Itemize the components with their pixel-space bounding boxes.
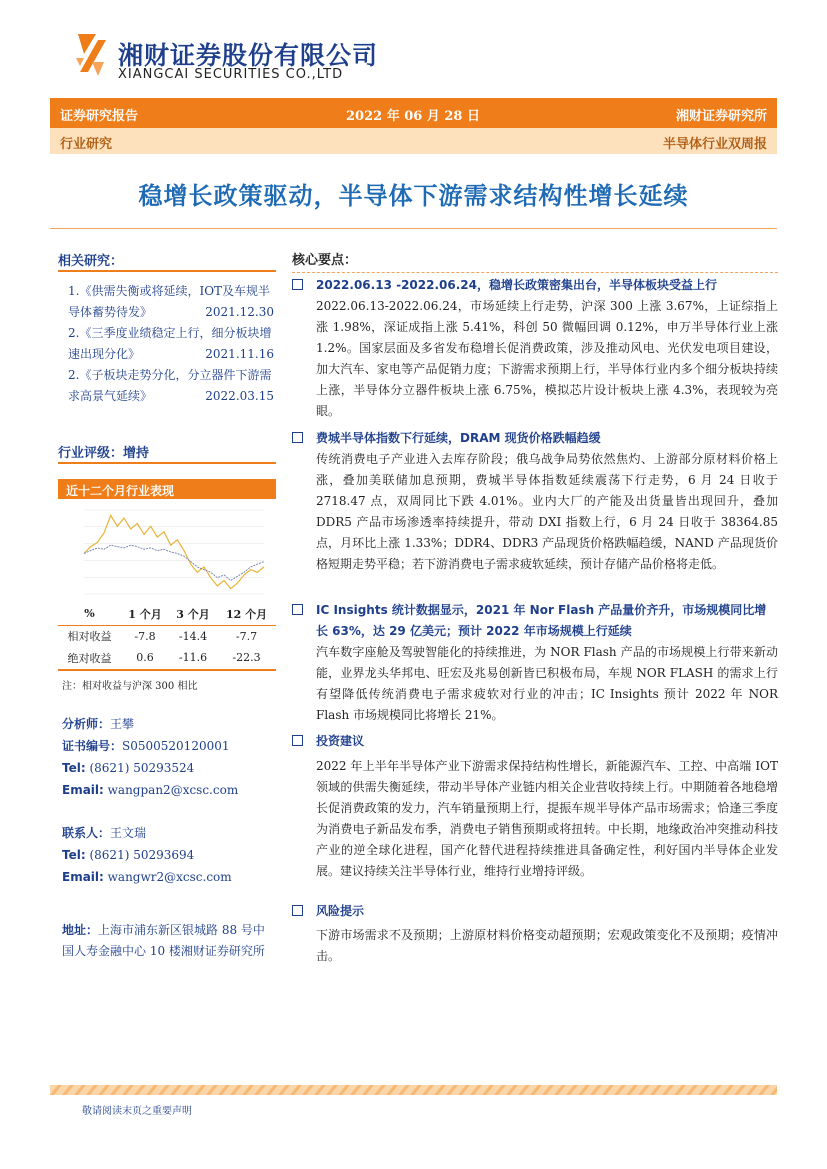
rating-divider	[58, 462, 276, 464]
address-label: 地址：	[62, 923, 99, 937]
checkbox-icon	[292, 604, 303, 615]
report-series: 半导体行业双周报	[662, 137, 767, 152]
table-cell: -7.8	[134, 629, 156, 643]
contact-tel-line: Tel: (8621) 50293694	[62, 848, 195, 862]
contact-email[interactable]: wangwr2@xcsc.com	[107, 870, 232, 884]
analyst-tel-line: Tel: (8621) 50293524	[62, 761, 195, 775]
company-name-cn: 湘财证券股份有限公司	[118, 41, 379, 70]
title-divider	[50, 228, 777, 229]
institute-name: 湘财证券研究所	[675, 109, 767, 124]
rating-value: 增持	[123, 446, 150, 461]
section-heading-risk: 风险提示	[292, 901, 778, 922]
list-item[interactable]	[68, 365, 274, 407]
report-category: 行业研究	[60, 137, 113, 152]
related-title: 2.《子板块走势分化，分立器件下游需求高景气延续》	[68, 368, 272, 403]
contact-name: 王文瑞	[110, 826, 147, 840]
contact-block	[62, 822, 232, 888]
contact-line: 联系人：王文瑞	[62, 826, 147, 840]
table-row	[58, 647, 276, 669]
footer-stripe	[50, 1085, 777, 1095]
rating-label: 行业评级：	[58, 446, 124, 461]
contact-tel: (8621) 50293694	[89, 848, 195, 862]
cert-line: 证书编号：S0500520120001	[62, 739, 230, 753]
page-title: 稳增长政策驱动，半导体下游需求结构性增长延续	[138, 182, 689, 210]
checkbox-icon	[292, 279, 303, 290]
table-header: 1 个月	[121, 603, 169, 625]
related-date: 2022.03.15	[205, 389, 274, 403]
table-cell: -14.4	[178, 629, 208, 643]
section-body-investment: 2022 年上半年半导体产业下游需求保持结构性增长，新能源汽车、工控、中高端 IOT 领域的供需失衡延续，带动半导体产业链内相关企业营收持续上行。中期随着各地稳增长促消费政策的发力，汽车销量预期上行，提振车规半导体产品市场需求；恰逢三季度为消费电子新品发布季，消费电子销售预期或将扭转。中长期，地缘政治冲突推动科技产业的逆全球化进程，国产化替代进程持续推进具备确定性，利好国内半导体企业发展。建议持续关注半导体行业，维持行业增持评级。	[316, 759, 778, 878]
core-divider	[292, 272, 778, 273]
section-heading-sox: 费城半导体指数下行延续，DRAM 现货价格跌幅趋缓	[292, 428, 778, 449]
header-bar	[50, 98, 777, 128]
section-body-sox: 传统消费电子产业进入去库存阶段；俄乌战争局势依然焦灼、上游部分原材料价格上涨，叠加美联储加息预期，费城半导体指数延续震荡下行走势，6 月 24 日收于 2718.47 点，双周同比下跌 4.01%。业内大厂的产能及出货量皆出现回升，叠加 DDR5 产品市场渗透率持续提升，带动 DXI 指数上行，6 月 24 日收于 38364.85 点，月环比上涨 1.33%；DDR4、DDR3 产品现货价格跌幅趋缓，NAND 产品现货价格短期走势平稳；若下游消费电子需求疲软延续，预计存储产品价格将走低。	[316, 452, 778, 571]
section-body-risk: 下游市场需求不及预期；上游原材料价格变动超预期；宏观政策变化不及预期；疫情冲击。	[316, 928, 778, 963]
performance-table	[58, 603, 276, 670]
analyst-email-line: Email: wangpan2@xcsc.com	[62, 783, 239, 797]
section-heading-investment: 投资建议	[292, 731, 778, 752]
related-divider	[58, 270, 276, 272]
checkbox-icon	[292, 735, 303, 746]
table-header: 12 个月	[217, 603, 276, 625]
table-cell: 0.6	[136, 651, 154, 665]
industry-rating	[58, 442, 149, 461]
analyst-line: 分析师：王攀	[62, 717, 135, 731]
report-type: 证券研究报告	[60, 109, 139, 124]
table-cell: 相对收益	[67, 630, 112, 644]
performance-chart	[58, 502, 276, 602]
performance-note: 注：相对收益与沪深 300 相比	[62, 681, 198, 692]
section-heading-norflash: IC Insights 统计数据显示，2021 年 Nor Flash 产品量价齐升，市场规模同比增长 63%，达 29 亿美元；预计 2022 年市场规模上行延续	[292, 600, 778, 642]
analyst-email[interactable]: wangpan2@xcsc.com	[107, 783, 239, 797]
table-cell: -22.3	[232, 651, 261, 665]
checkbox-icon	[292, 905, 303, 916]
table-divider	[58, 670, 276, 671]
table-cell: 绝对收益	[67, 651, 112, 665]
table-header: %	[58, 603, 121, 625]
table-cell: -7.7	[235, 629, 258, 643]
core-points-heading: 核心要点：	[292, 253, 358, 268]
related-title: 1.《供需失衡或将延续，IOT及车规半导体蓄势待发》	[68, 284, 271, 319]
related-research-heading: 相关研究：	[58, 254, 124, 269]
analyst-name: 王攀	[110, 717, 135, 731]
analyst-tel: (8621) 50293524	[89, 761, 195, 775]
list-item[interactable]	[68, 281, 274, 323]
company-name-en: XIANGCAI SECURITIES CO.,LTD	[118, 67, 344, 82]
table-row	[58, 625, 276, 647]
table-header: 3 个月	[169, 603, 217, 625]
address-text: 上海市浦东新区银城路 88 号中国人寿金融中心 10 楼湘财证券研究所	[62, 923, 265, 958]
performance-heading: 近十二个月行业表现	[58, 479, 276, 499]
chart-series-line	[84, 515, 264, 588]
contact-email-line: Email: wangwr2@xcsc.com	[62, 870, 232, 884]
list-item[interactable]	[68, 323, 274, 365]
related-date: 2021.11.16	[205, 347, 274, 361]
section-body-market: 2022.06.13-2022.06.24，市场延续上行走势，沪深 300 上涨 3.67%，上证综指上涨 1.98%，深证成指上涨 5.41%，科创 50 微幅回调 0.12%，申万半导体行业上涨 1.2%。国家层面及多省发布稳增长促消费政策，涉及推动风电、光伏发电项目建设，加大汽车、家电等产品促销力度；下游需求预期上行，半导体行业内多个细分板块持续上涨，半导体分立器件板块上涨 6.75%，模拟芯片设计板块上涨 4.3%，表现较为亮眼。	[316, 299, 778, 418]
report-date: 2022 年 06 月 28 日	[346, 109, 480, 124]
section-body-norflash: 汽车数字座舱及驾驶智能化的持续推进，为 NOR Flash 产品的市场规模上行带来新动能，业界龙头华邦电、旺宏及兆易创新皆已积极布局，车规 NOR FLASH 的需求上行有望降低传统消费电子需求疲软对行业的冲击；IC Insights 预计 2022 年 NOR Flash 市场规模同比将增长 21%。	[316, 645, 778, 722]
analyst-block	[62, 713, 238, 801]
section-heading-market: 2022.06.13 -2022.06.24，稳增长政策密集出台，半导体板块受益上行	[292, 275, 778, 296]
table-cell: -11.6	[178, 651, 208, 665]
table-header-row	[58, 603, 276, 625]
cert-number: S0500520120001	[122, 739, 230, 753]
related-title: 2.《三季度业绩稳定上行，细分板块增速出现分化》	[68, 326, 272, 361]
related-date: 2021.12.30	[205, 305, 274, 319]
footer-disclaimer: 敬请阅读末页之重要声明	[82, 1106, 192, 1117]
company-logo-icon	[74, 32, 108, 78]
related-research-list	[68, 281, 274, 407]
checkbox-icon	[292, 432, 303, 443]
chart-series-line	[84, 545, 264, 580]
subheader-bar	[50, 128, 777, 154]
address-block	[62, 920, 276, 962]
